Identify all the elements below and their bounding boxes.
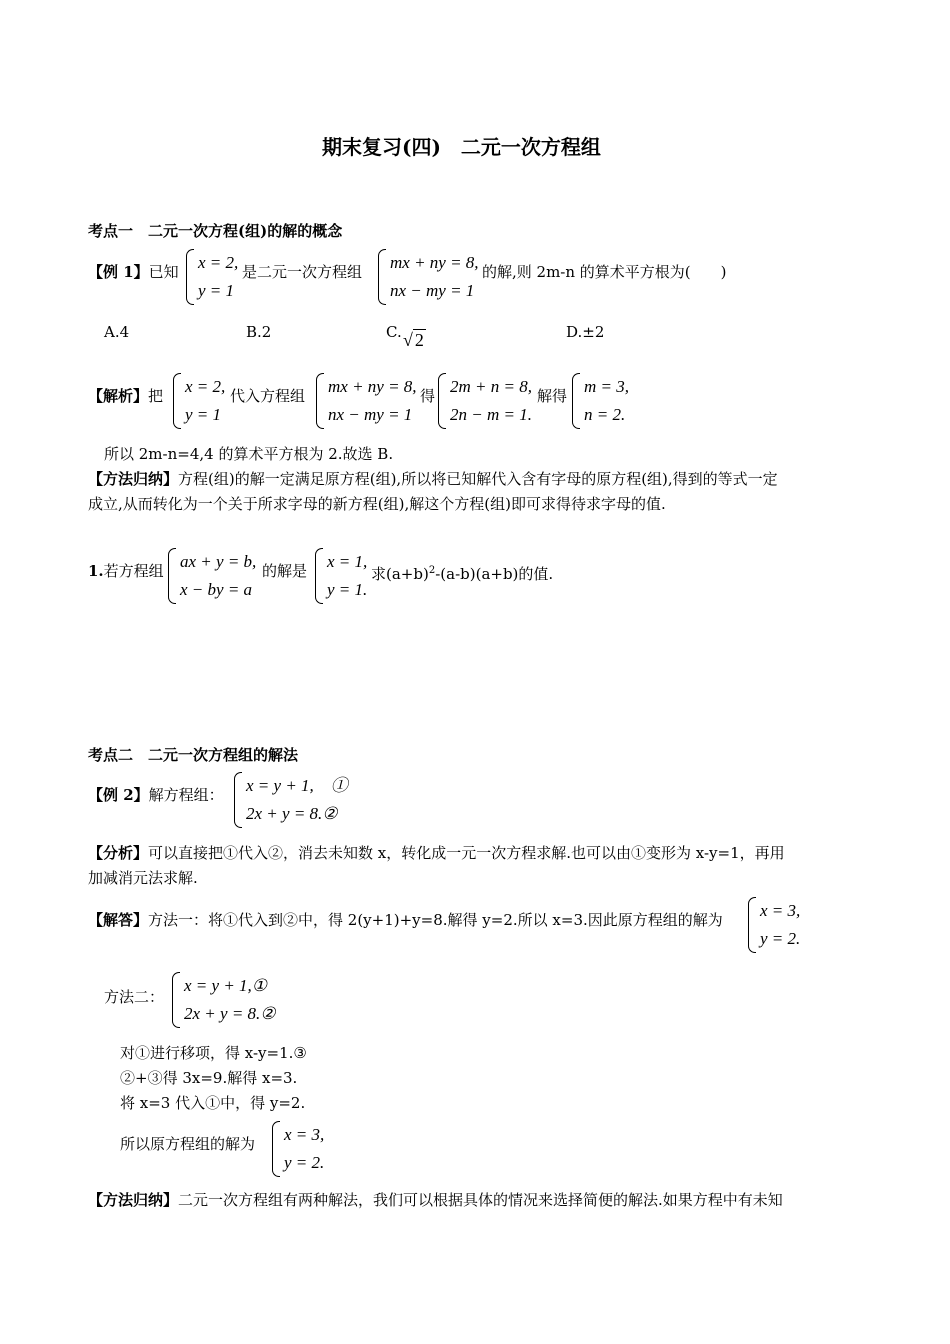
step-3: 将 x=3 代入①中，得 y=2. [120,1094,306,1112]
analysis2-line-1 [88,843,785,863]
brace [168,548,176,604]
equation: mx + ny = 8, [390,253,479,272]
equation: y = 1. [327,580,368,599]
sqrt-value: 2 [414,330,424,350]
method2-label-text: 【方法归纳】 [88,1191,179,1209]
equation: nx − my = 1 [328,405,413,424]
brace [572,373,580,429]
step-4: 所以原方程组的解为 [120,1135,256,1153]
example1-line [88,262,179,282]
exercise1-line [88,561,164,581]
brace [186,249,194,305]
example1-text1: 已知 [148,263,179,281]
equation: 2n − m = 1. [450,405,532,424]
analysis2-line-2: 加减消元法求解. [88,869,198,887]
equation: x − by = a [180,580,253,599]
exercise1-expr-start: 求(a+b) [371,565,429,583]
brace [272,1121,280,1177]
analysis-text3: 得 [420,387,436,405]
equation: y = 1 [185,405,222,424]
method2-text: 二元一次方程组有两种解法，我们可以根据具体的情况来选择简便的解法.如果方程中有未知 [178,1191,783,1209]
brace [234,772,242,828]
section-heading-2: 考点二 二元一次方程组的解法 [88,746,299,764]
exercise1-text1: 若方程组 [103,562,164,580]
sqrt-two [403,330,426,351]
analysis-conclusion: 所以 2m-n=4,4 的算术平方根为 2.故选 B. [104,445,394,463]
exponent: 2 [428,565,436,576]
brace [316,373,324,429]
method-text: 方程(组)的解一定满足原方程(组),所以将已知解代入含有字母的原方程(组),得到的等式一定 [178,470,778,488]
brace [173,373,181,429]
method2-label: 方法二： [104,988,165,1006]
example1-label: 【例 1】 [88,263,149,281]
equation: m = 3, [584,377,629,396]
equation: mx + ny = 8, [328,377,417,396]
analysis2-label: 【分析】 [88,844,149,862]
equation: x = 2, [198,253,239,272]
example2-line [88,785,224,805]
section-heading-1: 考点一 二元一次方程(组)的解的概念 [88,222,343,240]
equation: x = 2, [185,377,226,396]
example2-system [234,772,348,828]
method-label: 【方法归纳】 [88,470,179,488]
analysis-label: 【解析】 [88,387,149,405]
option-d: D.±2 [566,323,605,341]
equation: n = 2. [584,405,626,424]
brace [378,249,386,305]
answer-text: 方法一：将①代入到②中，得 2(y+1)+y=8.解得 y=2.所以 x=3.因此原方程组的解为 [148,911,723,929]
exercise1-expr-end: -(a-b)(a+b)的值. [435,565,554,583]
example2-label: 【例 2】 [88,786,149,804]
analysis-text1: 把 [148,387,164,405]
option-b: B.2 [246,323,272,341]
brace [438,373,446,429]
brace [315,548,323,604]
analysis-text4: 解得 [537,387,568,405]
example1-system-2 [378,249,479,305]
equation: y = 1 [198,281,235,300]
equation: y = 2. [760,929,801,948]
example1-system-1 [186,249,238,305]
analysis-text2: 代入方程组 [230,387,306,405]
exercise-number: 1. [88,562,104,580]
equation: y = 2. [284,1153,325,1172]
equation: ax + y = b, [180,552,257,571]
exercise1-system-2 [315,548,367,604]
equation: x = 3, [760,901,801,920]
example2-text1: 解方程组： [148,786,224,804]
sqrt-sign: √ [403,330,413,350]
step-1: 对①进行移项，得 x-y=1.③ [120,1044,307,1062]
analysis2-text: 可以直接把①代入②，消去未知数 x，转化成一元一次方程求解.也可以由①变形为 x-y=1，再用 [148,844,785,862]
analysis-line [88,386,163,406]
method-line-1 [88,469,778,489]
option-c: C. [386,323,402,341]
analysis-system-2 [316,373,417,429]
answer-system-b [172,972,276,1028]
equation: x = 1, [327,552,368,571]
answer-system-a [748,897,800,953]
brace [172,972,180,1028]
step-2: ②+③得 3x=9.解得 x=3. [120,1069,298,1087]
answer-label: 【解答】 [88,911,149,929]
example1-text2: 是二元一次方程组 [242,263,363,281]
equation: x = 3, [284,1125,325,1144]
equation: x = y + 1, ① [246,776,348,795]
equation: 2x + y = 8.② [184,1004,276,1023]
analysis-system-4 [572,373,629,429]
exercise1-system-1 [168,548,256,604]
analysis-system-1 [173,373,225,429]
exercise1-text2: 的解是 [262,562,308,580]
exercise1-text3 [371,561,553,584]
page-title: 期末复习(四) 二元一次方程组 [322,135,601,159]
equation: 2m + n = 8, [450,377,532,396]
equation: nx − my = 1 [390,281,475,300]
example1-text3: 的解,则 2m-n 的算术平方根为( ) [482,263,727,281]
equation: 2x + y = 8.② [246,804,338,823]
brace [748,897,756,953]
equation: x = y + 1,① [184,976,268,995]
option-a: A.4 [104,323,130,341]
analysis-system-3 [438,373,532,429]
answer-system-c [272,1121,324,1177]
method2-line-1 [88,1190,783,1210]
answer-line-1 [88,910,723,930]
method-line-2: 成立,从而转化为一个关于所求字母的新方程(组),解这个方程(组)即可求得待求字母的值. [88,495,666,513]
